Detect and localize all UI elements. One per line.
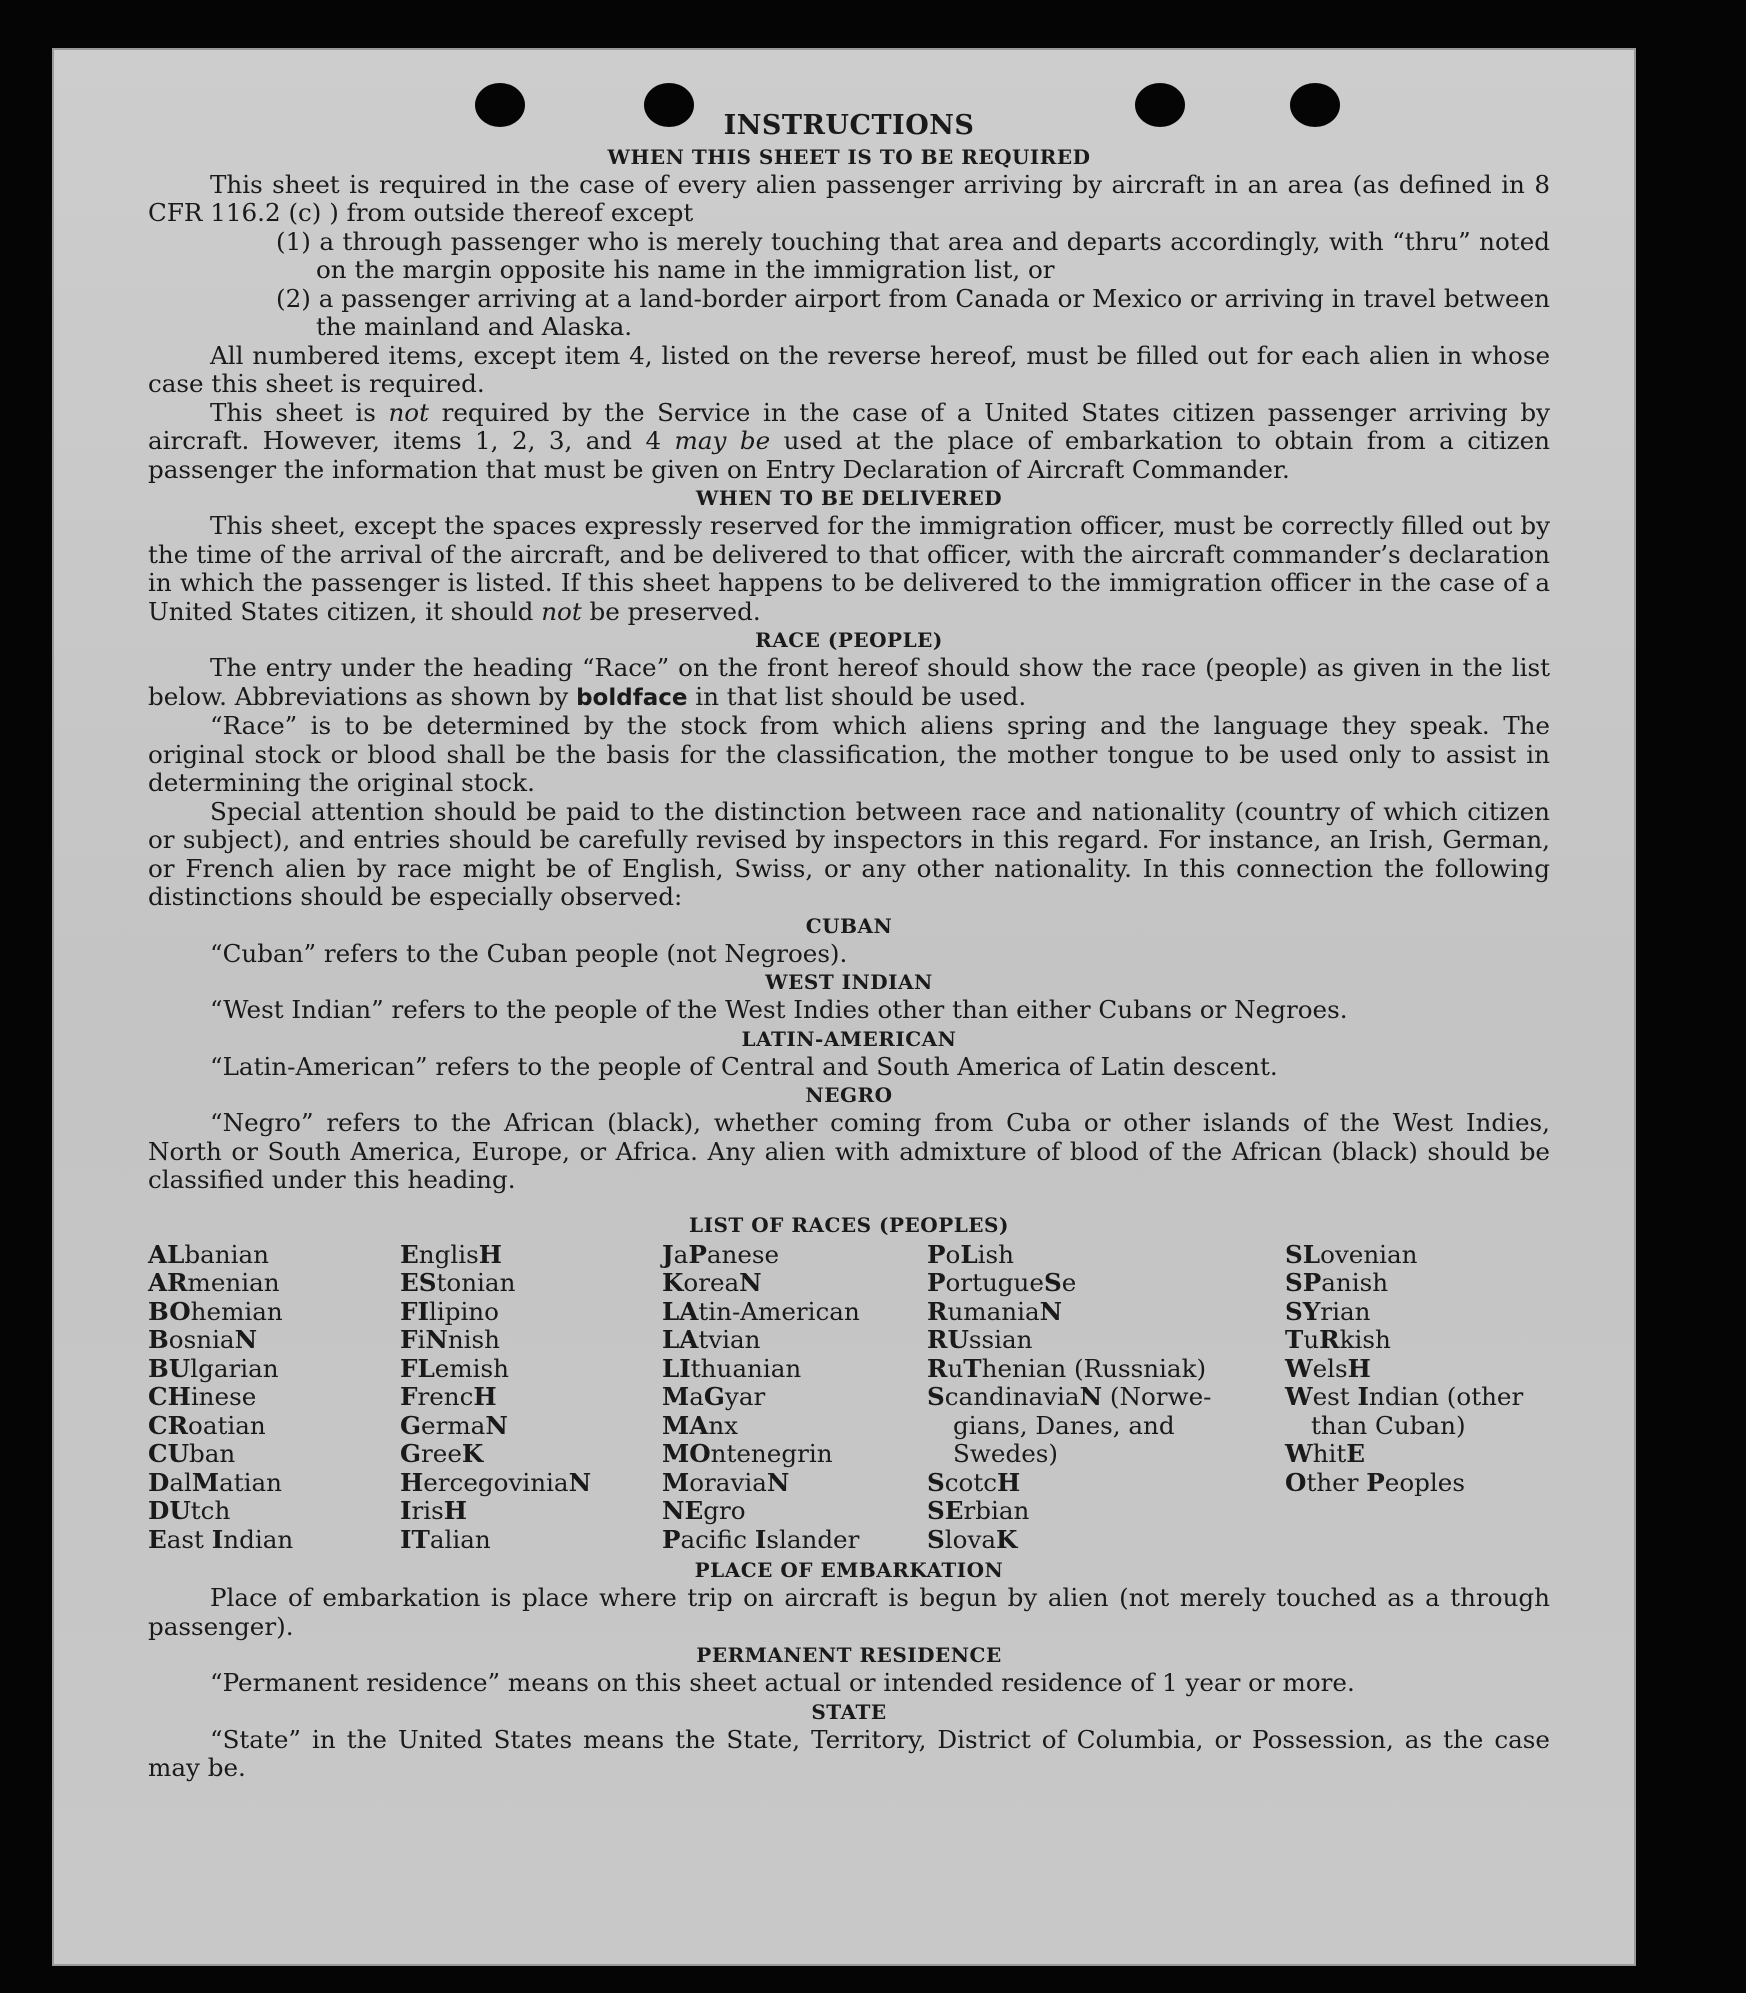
race-entry: [662, 1383, 927, 1412]
state-text: “State” in the United States means the State, Territory, District of Columbia, or Possession, as the case may be.: [148, 1724, 1550, 1782]
race-entry: [927, 1440, 1285, 1469]
race-name-part: nish: [447, 1325, 500, 1354]
race-abbrev-letter: SL: [1285, 1239, 1321, 1269]
race-abbrev-letter: S: [927, 1467, 945, 1497]
race-name-part: ndian: [223, 1524, 294, 1554]
race-abbrev-letter: CH: [148, 1382, 191, 1411]
cuban-text: “Cuban” refers to the Cuban people (not Negroes).: [210, 938, 848, 968]
race-entry: [927, 1412, 1285, 1441]
race-name-part: osnia: [168, 1325, 235, 1354]
race-abbrev-letter: N: [1039, 1296, 1063, 1326]
race-entry: [1285, 1241, 1550, 1270]
race-name-part: lova: [944, 1524, 996, 1554]
race-entry: [1285, 1469, 1550, 1498]
race-name-part: Swedes): [953, 1439, 1058, 1468]
race-name-part: ris: [411, 1496, 444, 1525]
race-abbrev-letter: N: [568, 1467, 592, 1497]
race-name-part: erma: [421, 1410, 486, 1440]
race-abbrev-letter: P: [927, 1239, 946, 1269]
race-name-part: a: [673, 1239, 689, 1269]
race-name-part: gro: [703, 1496, 746, 1525]
race-abbrev-letter: N: [485, 1410, 508, 1440]
race-abbrev-letter: I: [754, 1524, 767, 1554]
race-entry: [148, 1355, 400, 1384]
race-abbrev-letter: I: [211, 1524, 224, 1554]
race-name-part: slander: [766, 1524, 860, 1554]
race-name-part: orea: [683, 1268, 740, 1297]
race-name-part: ish: [977, 1239, 1014, 1269]
race-abbrev-letter: W: [1285, 1382, 1313, 1411]
race-entry: [1285, 1326, 1550, 1355]
race-entry: [927, 1469, 1285, 1498]
race-abbrev-letter: K: [996, 1524, 1018, 1554]
race-entry: [662, 1440, 927, 1469]
race-entry: [1285, 1440, 1550, 1469]
race-name-part: oravia: [689, 1467, 767, 1497]
race-name-part: e: [1061, 1268, 1077, 1297]
race-name-part: menian: [187, 1268, 280, 1297]
race-abbrev-letter: S: [927, 1382, 945, 1411]
text-run: The entry under the heading “Race” on the front hereof should show the race (people) as given in the list below. Abbreviations as shown by: [148, 653, 1550, 711]
race-entry: [400, 1326, 662, 1355]
section-heading-residence: PERMANENT RESIDENCE: [696, 1643, 1002, 1667]
section-heading-required: WHEN THIS SHEET IS TO BE REQUIRED: [607, 144, 1091, 169]
race-abbrev-letter: W: [1285, 1439, 1313, 1468]
race-entry: [400, 1497, 662, 1526]
race-entry: [927, 1241, 1285, 1270]
race-entry: [1285, 1412, 1550, 1441]
race-entry: [148, 1298, 400, 1327]
race-abbrev-letter: H: [400, 1467, 424, 1497]
race-name-part: els: [1312, 1353, 1348, 1383]
race-abbrev-letter: H: [997, 1467, 1021, 1497]
race-abbrev-letter: R: [927, 1296, 948, 1326]
race-abbrev-letter: N: [739, 1268, 762, 1297]
embarkation-text: Place of embarkation is place where trip on aircraft is begun by alien (not merely touched as a through passenger).: [148, 1583, 1550, 1641]
race-name-part: thuanian: [690, 1353, 802, 1383]
race-entry: [662, 1469, 927, 1498]
race-entry: [662, 1355, 927, 1384]
race-name-part: kish: [1339, 1325, 1391, 1354]
race-abbrev-letter: N: [425, 1325, 448, 1354]
race-name-part: banian: [184, 1239, 269, 1269]
emphasis-text: not: [541, 596, 582, 626]
race-name-part: inese: [190, 1382, 257, 1411]
race-abbrev-letter: M: [191, 1467, 220, 1497]
required-item-2: (2) a passenger arriving at a land-border airport from Canada or Mexico or arriving in travel between the mainland and Alaska.: [276, 283, 1550, 341]
race-entry: [400, 1469, 662, 1498]
race-name-part: nx: [708, 1410, 739, 1440]
section-heading-state: STATE: [811, 1699, 887, 1724]
race-entry: [148, 1412, 400, 1441]
section-heading-negro: NEGRO: [805, 1083, 893, 1107]
race-entry: [927, 1383, 1285, 1412]
race-name-part: a: [689, 1382, 704, 1411]
race-abbrev-letter: H: [473, 1382, 497, 1411]
race-abbrev-letter: T: [1285, 1325, 1304, 1354]
required-paragraph-2: All numbered items, except item 4, listed on the reverse hereof, must be filled out for each alien in whose case this sheet is required.: [148, 340, 1550, 398]
race-abbrev-letter: ES: [400, 1268, 437, 1297]
west-indian-text: “West Indian” refers to the people of the West Indies other than either Cubans or Negroes.: [210, 995, 1348, 1024]
race-name-part: lgarian: [190, 1353, 279, 1383]
required-paragraph-3: [148, 399, 1550, 485]
race-abbrev-letter: AR: [148, 1268, 188, 1297]
race-abbrev-letter: IT: [400, 1524, 430, 1554]
residence-text: “Permanent residence” means on this sheet actual or intended residence of 1 year or more.: [210, 1668, 1355, 1697]
race-abbrev-letter: I: [400, 1496, 412, 1525]
race-abbrev-letter: SP: [1285, 1268, 1322, 1297]
race-name-part: yar: [724, 1382, 766, 1411]
race-entry: [400, 1440, 662, 1469]
race-column: [1285, 1241, 1550, 1555]
race-abbrev-letter: E: [148, 1524, 167, 1554]
race-abbrev-letter: M: [662, 1382, 690, 1411]
race-abbrev-letter: R: [927, 1353, 948, 1383]
race-abbrev-letter: L: [960, 1239, 978, 1269]
race-abbrev-letter: N: [766, 1467, 790, 1497]
race-name-part: rian: [1320, 1296, 1371, 1326]
race-name-part: ban: [189, 1439, 236, 1468]
race-abbrev-letter: RU: [927, 1325, 969, 1354]
race-name-part: henian (Russniak): [981, 1353, 1207, 1383]
race-abbrev-letter: P: [662, 1524, 681, 1554]
race-entry: [400, 1269, 662, 1298]
race-abbrev-letter: CU: [148, 1439, 190, 1468]
race-abbrev-letter: W: [1285, 1353, 1313, 1383]
race-column: [400, 1241, 662, 1555]
race-abbrev-letter: H: [478, 1239, 502, 1269]
race-entry: [400, 1241, 662, 1270]
text-run: This sheet is: [210, 397, 389, 427]
race-name-part: tin-American: [698, 1296, 860, 1326]
race-name-part: ovenian: [1320, 1239, 1418, 1269]
race-entry: [1285, 1383, 1550, 1412]
race-name-part: emish: [434, 1353, 509, 1383]
race-name-part: umania: [947, 1296, 1040, 1326]
bold-text: boldface: [576, 684, 688, 711]
race-entry: [662, 1526, 927, 1555]
race-entry: [662, 1412, 927, 1441]
race-abbrev-letter: N: [234, 1325, 258, 1354]
race-abbrev-letter: G: [703, 1382, 725, 1411]
race-entry: [400, 1355, 662, 1384]
race-name-part: gians, Danes, and: [953, 1410, 1175, 1440]
race-entry: [148, 1383, 400, 1412]
race-name-part: eoples: [1384, 1467, 1465, 1497]
race-name-part: ercegovinia: [423, 1467, 569, 1497]
race-name-part: u: [1303, 1325, 1320, 1354]
race-name-part: anese: [706, 1239, 780, 1269]
race-paragraph-3: Special attention should be paid to the distinction between race and nationality (country of which citizen or subject), and entries should be carefully revised by inspectors in this regard. For instance, an Irish, German, or French alien by race might be of English, Swiss, or any other nationality. In this connection the following distinctions should be especially observed:: [148, 796, 1550, 911]
race-abbrev-letter: FI: [400, 1296, 429, 1326]
race-abbrev-letter: LA: [662, 1325, 699, 1354]
race-name-part: i: [417, 1325, 426, 1354]
required-intro: This sheet is required in the case of every alien passenger arriving by aircraft in an area (as defined in 8 CFR 116.2 (c) ) from outside thereof except: [148, 169, 1550, 227]
required-item-1: (1) a through passenger who is merely touching that area and departs accordingly, with “thru” noted on the margin opposite his name in the immigration list, or: [276, 226, 1550, 284]
race-entry: [148, 1326, 400, 1355]
race-entry: [400, 1412, 662, 1441]
race-abbrev-letter: O: [1285, 1467, 1307, 1497]
race-name-part: est: [1312, 1382, 1358, 1411]
race-name-part: than Cuban): [1311, 1410, 1466, 1440]
race-entry: [927, 1298, 1285, 1327]
race-name-part: o: [945, 1239, 961, 1269]
race-abbrev-letter: LA: [662, 1296, 699, 1326]
race-entry: [1285, 1269, 1550, 1298]
race-name-part: (Norwe-: [1102, 1382, 1212, 1411]
race-entry: [927, 1326, 1285, 1355]
race-abbrev-letter: F: [400, 1382, 418, 1411]
race-abbrev-letter: P: [1366, 1467, 1385, 1497]
section-heading-race: RACE (PEOPLE): [755, 628, 943, 652]
race-abbrev-letter: E: [1346, 1439, 1365, 1468]
race-name-part: renc: [417, 1382, 474, 1411]
race-name-part: atian: [219, 1467, 283, 1497]
text-run: in that list should be used.: [687, 681, 1027, 711]
race-name-part: candinavia: [944, 1382, 1080, 1411]
race-abbrev-letter: MO: [662, 1439, 711, 1468]
delivered-paragraph: [148, 512, 1550, 626]
race-name-part: hemian: [190, 1296, 283, 1326]
race-name-part: ssian: [968, 1325, 1033, 1354]
race-abbrev-letter: P: [688, 1239, 707, 1269]
race-abbrev-letter: N: [1079, 1382, 1103, 1411]
race-abbrev-letter: FL: [400, 1353, 435, 1383]
section-heading-latin-american: LATIN-AMERICAN: [741, 1026, 957, 1051]
race-entry: [662, 1269, 927, 1298]
race-column: [927, 1241, 1285, 1555]
race-abbrev-letter: NE: [662, 1496, 704, 1525]
race-abbrev-letter: AL: [148, 1239, 185, 1269]
race-column: [662, 1241, 927, 1555]
race-abbrev-letter: SY: [1285, 1296, 1321, 1326]
race-column: [148, 1241, 400, 1555]
race-name-part: tch: [190, 1496, 231, 1525]
race-name-part: al: [169, 1467, 192, 1497]
section-heading-embarkation: PLACE OF EMBARKATION: [694, 1558, 1004, 1582]
race-entry: [927, 1355, 1285, 1384]
latin-american-text: “Latin-American” refers to the people of Central and South America of Latin descent.: [210, 1051, 1278, 1081]
race-entry: [662, 1298, 927, 1327]
section-heading-west-indian: WEST INDIAN: [765, 970, 933, 994]
race-name-part: cotc: [944, 1467, 998, 1497]
emphasis-text: may be: [674, 426, 771, 455]
race-entry: [148, 1469, 400, 1498]
race-name-part: acific: [680, 1524, 755, 1554]
race-abbrev-letter: P: [927, 1268, 946, 1297]
race-name-part: tonian: [436, 1268, 516, 1297]
race-abbrev-letter: K: [461, 1439, 484, 1468]
race-entry: [148, 1269, 400, 1298]
race-name-part: alian: [429, 1524, 491, 1554]
race-entry: [662, 1326, 927, 1355]
race-abbrev-letter: MA: [662, 1410, 709, 1440]
race-name-part: ortugue: [945, 1268, 1044, 1297]
section-heading-delivered: WHEN TO BE DELIVERED: [695, 486, 1003, 510]
race-name-part: anish: [1321, 1268, 1389, 1297]
race-abbrev-letter: E: [400, 1239, 419, 1269]
race-abbrev-letter: SE: [927, 1496, 964, 1525]
race-entry: [927, 1526, 1285, 1555]
race-entry: [400, 1383, 662, 1412]
race-abbrev-letter: J: [662, 1239, 674, 1269]
race-name-part: nglis: [418, 1239, 479, 1269]
race-abbrev-letter: H: [1347, 1353, 1371, 1383]
race-name-part: oatian: [188, 1410, 266, 1440]
race-entry: [1285, 1298, 1550, 1327]
race-abbrev-letter: S: [1043, 1268, 1062, 1297]
section-heading-cuban: CUBAN: [805, 913, 893, 938]
race-entry: [927, 1497, 1285, 1526]
race-entry: [148, 1241, 400, 1270]
race-abbrev-letter: D: [148, 1467, 170, 1497]
race-paragraph-2: “Race” is to be determined by the stock from which aliens spring and the language they speak. The original stock or blood shall be the basis for the classification, the mother tongue to be used only to assist in determining the original stock.: [148, 711, 1550, 797]
race-name-part: ree: [421, 1439, 462, 1468]
race-abbrev-letter: BO: [148, 1296, 191, 1326]
race-name-part: ast: [166, 1524, 212, 1554]
page-title: INSTRUCTIONS: [723, 110, 975, 141]
race-entry: [927, 1269, 1285, 1298]
emphasis-text: not: [388, 397, 429, 427]
document-body: [148, 112, 1550, 1783]
race-abbrev-letter: K: [662, 1268, 684, 1297]
race-entry: [1285, 1355, 1550, 1384]
race-abbrev-letter: G: [400, 1410, 422, 1440]
race-abbrev-letter: DU: [148, 1496, 191, 1525]
race-entry: [400, 1526, 662, 1555]
race-abbrev-letter: T: [963, 1353, 982, 1383]
race-abbrev-letter: G: [400, 1439, 422, 1468]
race-entry: [148, 1497, 400, 1526]
text-run: required by the Service in the case of a United States citizen passenger arriving by aircraft. However, items 1, 2, 3, and 4: [148, 397, 1550, 455]
text-run: This sheet, except the spaces expressly reserved for the immigration officer, must be correctly filled out by the time of the arrival of the aircraft, and be delivered to that officer, with the aircraft commander’s declaration in which the passenger is listed. If this sheet happens to be delivered to the immigration officer in the case of a United States citizen, it should: [148, 511, 1550, 626]
race-name-part: rbian: [963, 1496, 1030, 1525]
section-heading-list-of-races: LIST OF RACES (PEOPLES): [689, 1212, 1009, 1237]
race-name-part: ntenegrin: [710, 1439, 833, 1468]
race-paragraph-1: [148, 654, 1550, 712]
text-run: used at the place of embarkation to obtain from a citizen passenger the information that must be given on Entry Declaration of Aircraft Commander.: [148, 426, 1550, 484]
race-abbrev-letter: B: [148, 1325, 169, 1354]
race-name-part: hit: [1312, 1439, 1347, 1468]
race-entry: [148, 1440, 400, 1469]
negro-text: “Negro” refers to the African (black), whether coming from Cuba or other islands of the West Indies, North or South America, Europe, or Africa. Any alien with admixture of blood of the African (black) should be classified under this heading.: [148, 1108, 1550, 1194]
race-name-part: ndian (other: [1369, 1382, 1524, 1411]
race-abbrev-letter: F: [400, 1325, 418, 1354]
race-entry: [148, 1526, 400, 1555]
race-abbrev-letter: M: [662, 1467, 690, 1497]
race-abbrev-letter: R: [1319, 1325, 1340, 1354]
race-abbrev-letter: H: [443, 1496, 468, 1525]
race-entry: [662, 1497, 927, 1526]
race-name-part: lipino: [428, 1296, 499, 1326]
race-abbrev-letter: CR: [148, 1410, 189, 1440]
race-entry: [400, 1298, 662, 1327]
race-abbrev-letter: BU: [148, 1353, 191, 1383]
race-entry: [662, 1241, 927, 1270]
race-abbrev-letter: LI: [662, 1353, 691, 1383]
race-abbrev-letter: S: [927, 1524, 945, 1554]
instruction-sheet: [52, 48, 1636, 1966]
race-abbrev-letter: I: [1357, 1382, 1370, 1411]
text-run: be preserved.: [581, 596, 761, 626]
race-name-part: ther: [1306, 1467, 1367, 1497]
race-name-part: tvian: [698, 1325, 761, 1354]
race-name-part: u: [947, 1353, 964, 1383]
list-of-races: [148, 1241, 1550, 1555]
